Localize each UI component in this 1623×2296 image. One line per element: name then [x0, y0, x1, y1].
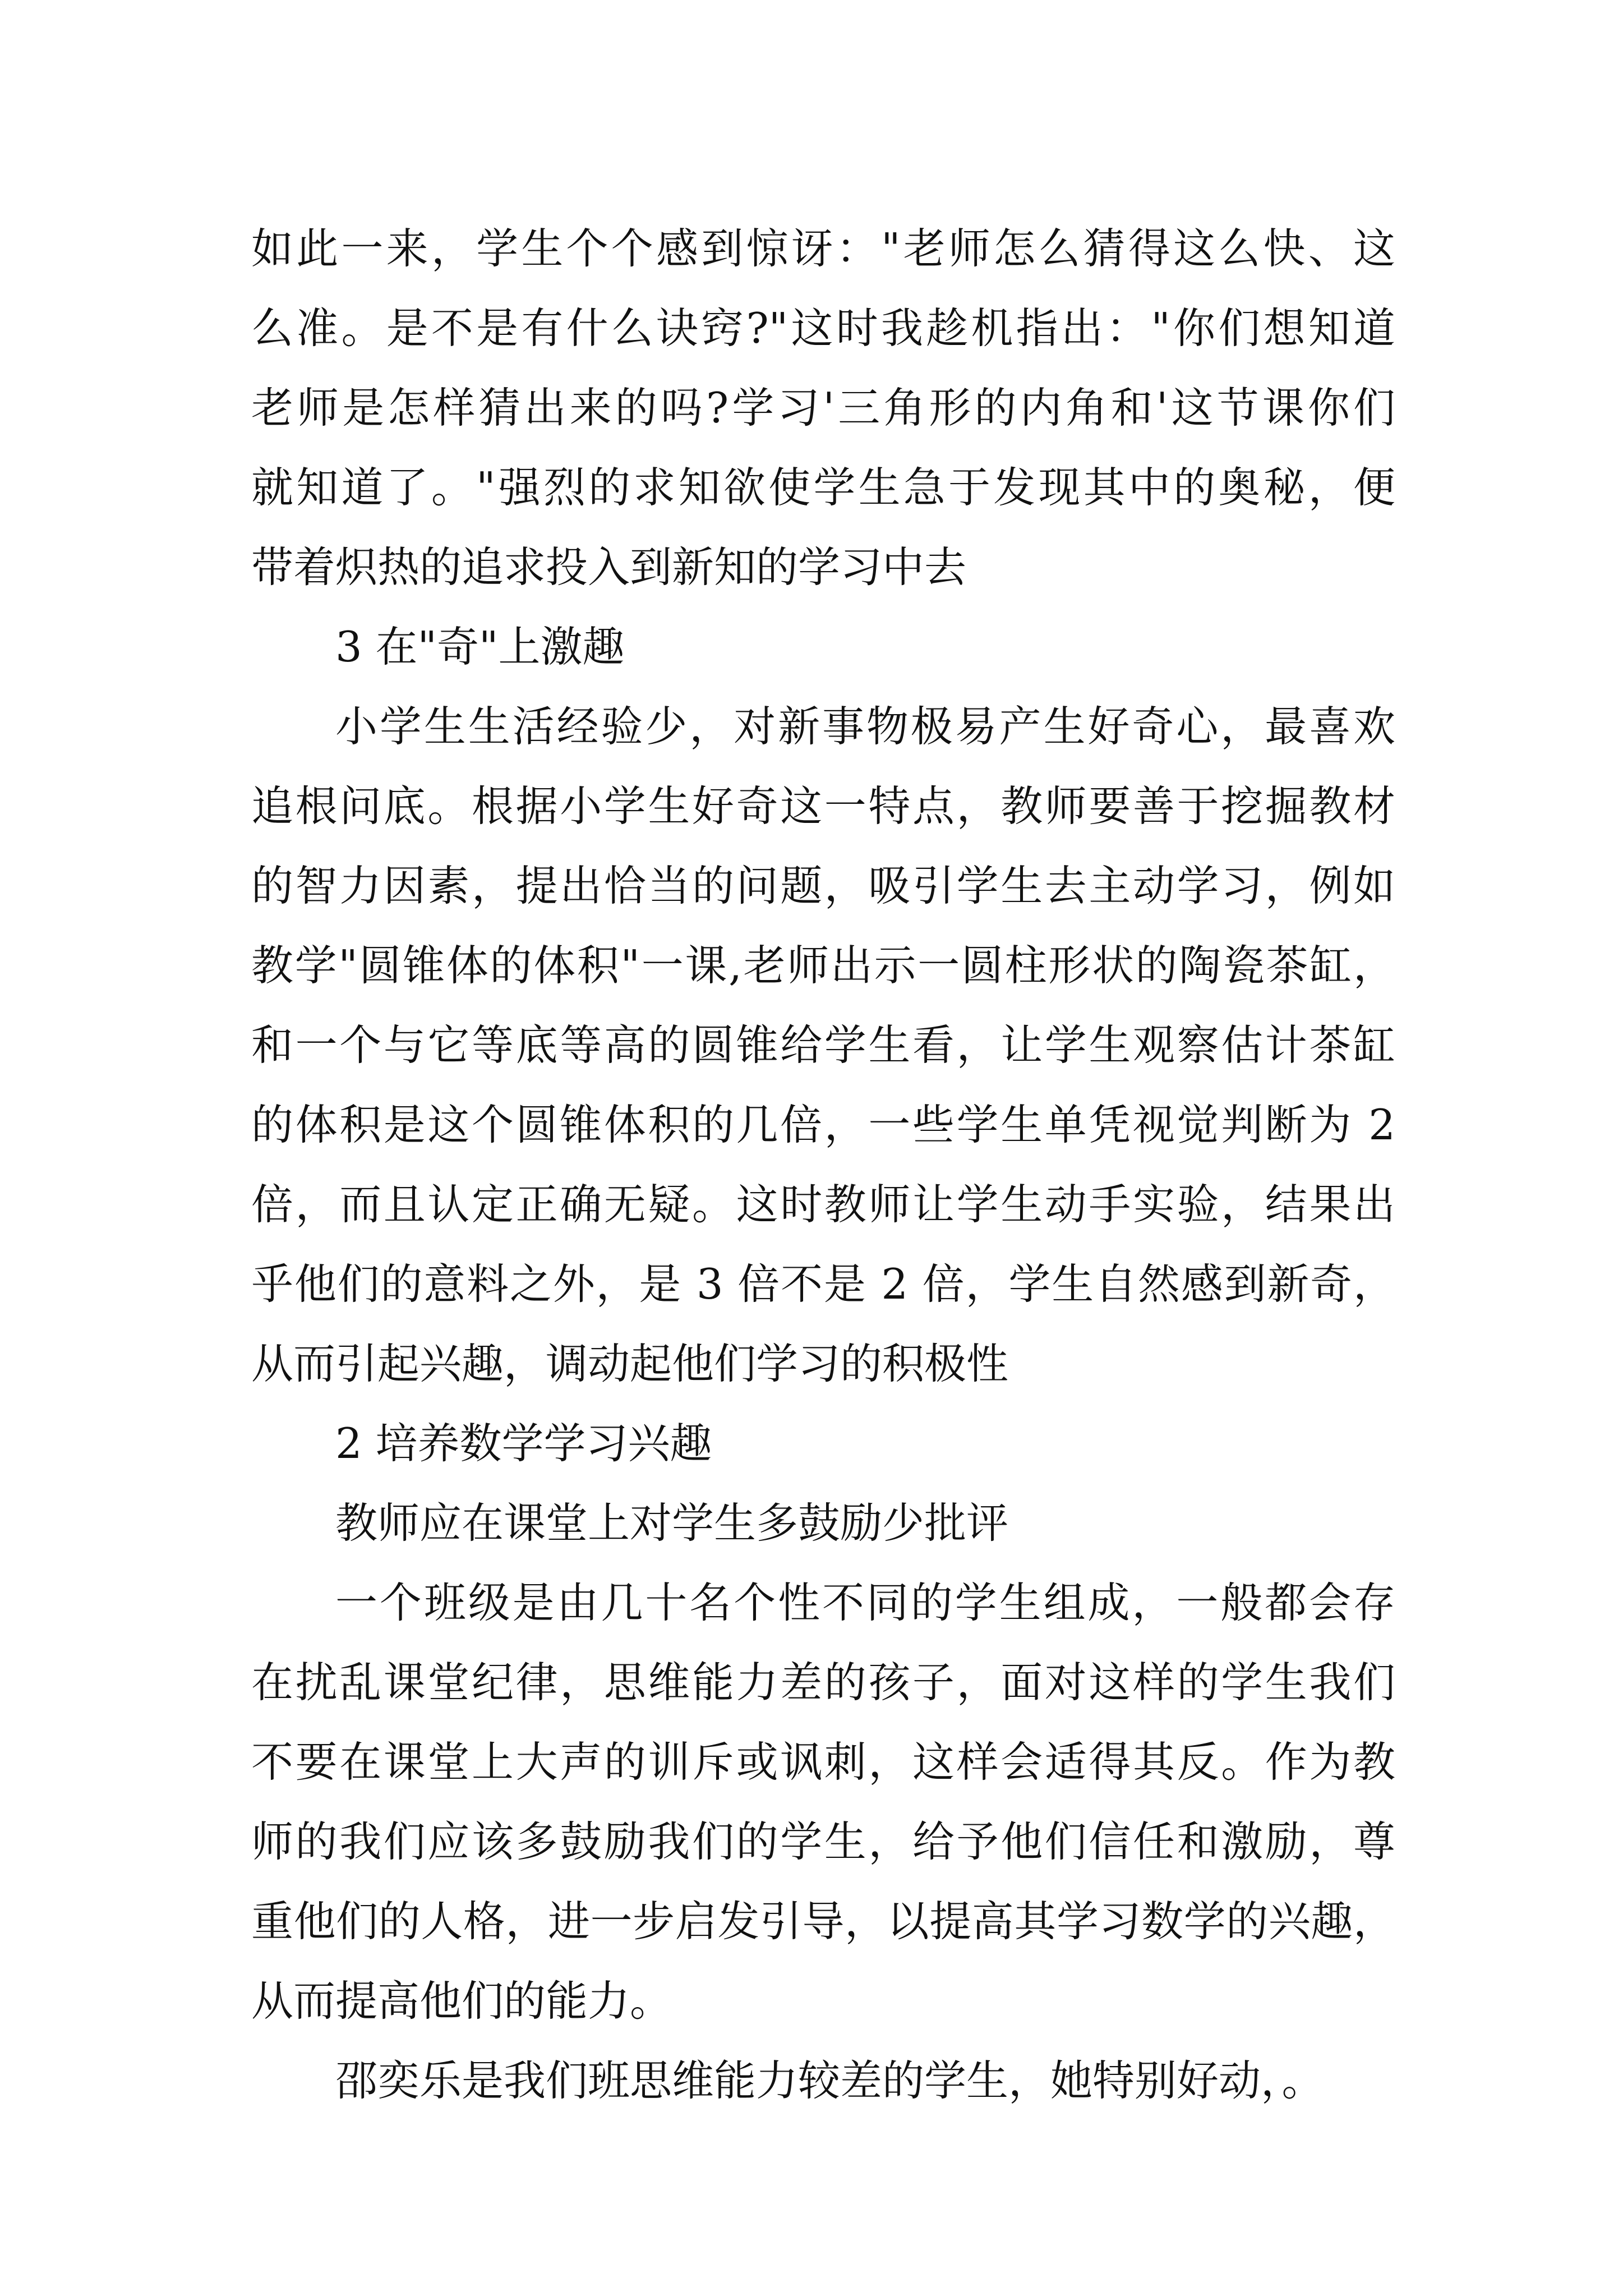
paragraph-line: 教学"圆锥体的体积"一课,老师出示一圆柱形状的陶瓷茶缸， — [251, 941, 1395, 990]
paragraph-line: 的智力因素，提出恰当的问题，吸引学生去主动学习，例如 — [251, 861, 1395, 910]
paragraph-line: 在扰乱课堂纪律，思维能力差的孩子，面对这样的学生我们 — [251, 1658, 1395, 1707]
paragraph-line: 和一个与它等底等高的圆锥给学生看，让学生观察估计茶缸 — [251, 1020, 1395, 1070]
section-heading: 2 培养数学学习兴趣 — [335, 1419, 712, 1468]
paragraph-line: 倍，而且认定正确无疑。这时教师让学生动手实验，结果出 — [251, 1180, 1395, 1229]
paragraph-line: 乎他们的意料之外，是 3 倍不是 2 倍，学生自然感到新奇， — [251, 1259, 1395, 1309]
paragraph-line: 如此一来，学生个个感到惊讶："老师怎么猜得这么快、这 — [251, 224, 1395, 273]
paragraph-line: 重他们的人格，进一步启发引导，以提高其学习数学的兴趣， — [251, 1897, 1395, 1946]
paragraph-line: 邵奕乐是我们班思维能力较差的学生，她特别好动，。 — [335, 2056, 1324, 2105]
subsection-heading: 教师应在课堂上对学生多鼓励少批评 — [335, 1498, 1009, 1548]
paragraph-line: 一个班级是由几十名个性不同的学生组成，一般都会存 — [335, 1578, 1395, 1627]
paragraph-line: 小学生生活经验少，对新事物极易产生好奇心，最喜欢 — [335, 702, 1395, 751]
paragraph-line: 的体积是这个圆锥体积的几倍，一些学生单凭视觉判断为 2 — [251, 1100, 1395, 1149]
paragraph-line: 追根问底。根据小学生好奇这一特点，教师要善于挖掘教材 — [251, 781, 1395, 831]
paragraph-line: 不要在课堂上大声的训斥或讽刺，这样会适得其反。作为教 — [251, 1737, 1395, 1787]
paragraph-line: 带着炽热的追求投入到新知的学习中去 — [251, 542, 967, 592]
paragraph-line: 老师是怎样猜出来的吗?学习'三角形的内角和'这节课你们 — [251, 383, 1395, 432]
paragraph-line: 么准。是不是有什么诀窍?"这时我趁机指出："你们想知道 — [251, 303, 1395, 353]
paragraph-line: 就知道了。"强烈的求知欲使学生急于发现其中的奥秘，便 — [251, 463, 1395, 512]
paragraph-line: 师的我们应该多鼓励我们的学生，给予他们信任和激励，尊 — [251, 1817, 1395, 1866]
paragraph-line: 从而提高他们的能力。 — [251, 1976, 672, 2026]
section-heading: 3 在"奇"上激趣 — [335, 622, 625, 671]
paragraph-line: 从而引起兴趣，调动起他们学习的积极性 — [251, 1339, 1009, 1388]
